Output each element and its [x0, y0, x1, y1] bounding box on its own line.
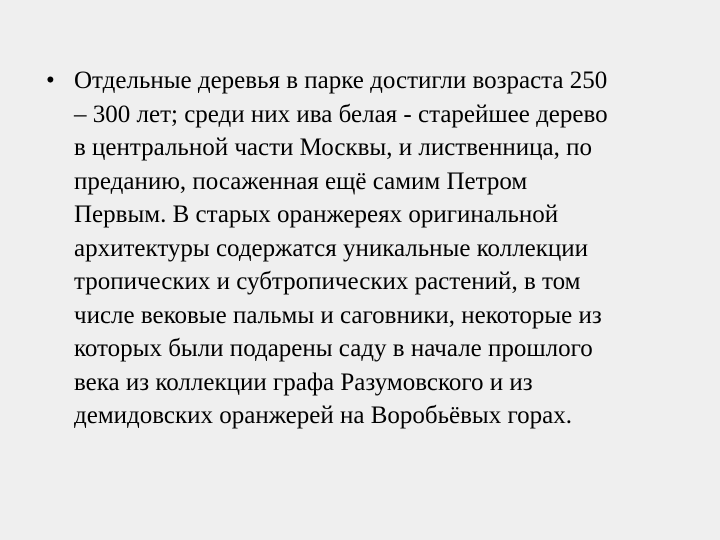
- paragraph-line: которых были подарены саду в начале прошлого: [74, 335, 593, 362]
- bullet-marker: •: [46, 67, 55, 94]
- paragraph-line: демидовских оранжерей на Воробьёвых горах.: [74, 402, 572, 429]
- paragraph-line: числе вековые пальмы и саговники, некоторые из: [74, 301, 602, 329]
- bullet-item: [46, 64, 686, 433]
- paragraph-line: архитектуры содержатся уникальные коллекции: [74, 234, 589, 262]
- paragraph-line: века из коллекции графа Разумовского и из: [74, 368, 533, 396]
- paragraph-line: тропических и субтропических растений, в том: [74, 268, 581, 295]
- paragraph-line: преданию, посаженная ещё самим Петром: [74, 167, 528, 195]
- paragraph-line: – 300 лет; среди них ива белая - старейшее дерево: [74, 100, 608, 128]
- paragraph-line: в центральной части Москвы, и лиственница, по: [74, 134, 592, 161]
- paragraph-line: Первым. В старых оранжереях оригинальной: [74, 201, 559, 228]
- paragraph-text: [74, 64, 686, 433]
- paragraph-line: Отдельные деревья в парке достигли возраста 250: [74, 67, 608, 94]
